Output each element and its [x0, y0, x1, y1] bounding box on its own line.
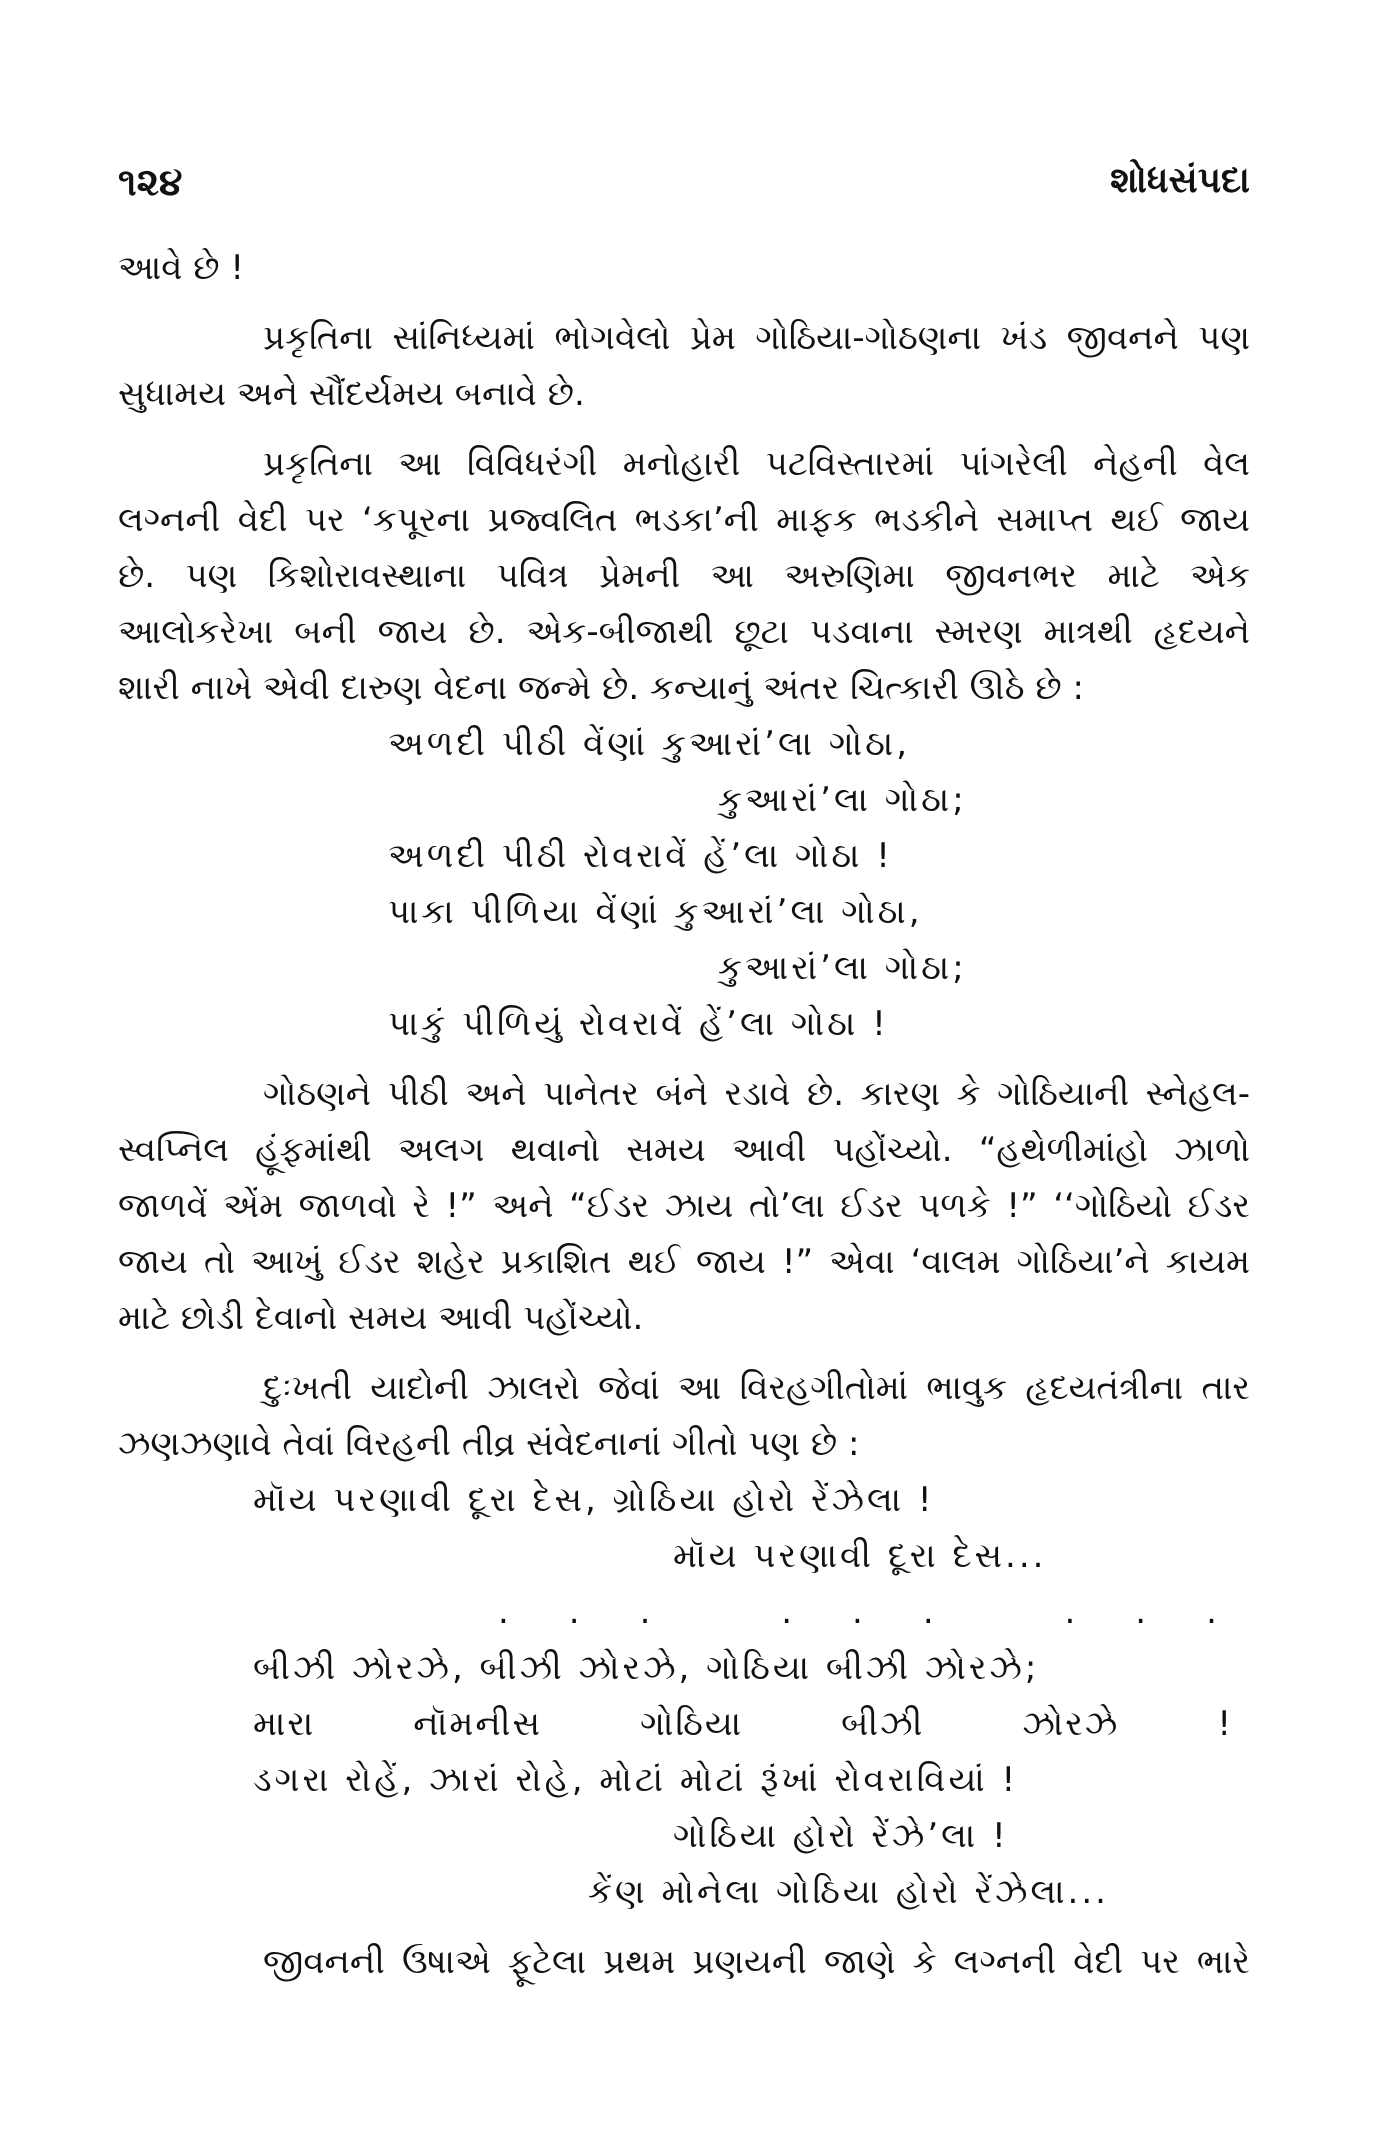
folk-song-1: [118, 716, 1250, 1052]
text-line: પ્રકૃતિના સાંનિધ્યમાં ભોગવેલો પ્રેમ ગોઠિયા-ગોઠણના ખંડ જીવનને પણ: [263, 318, 1250, 358]
text-line: પ્રકૃતિના આ વિવિધરંગી મનોહારી પટવિસ્તારમાં પાંગરેલી નેહની વેલ: [263, 444, 1250, 484]
verse-line: અળદી પીઠી વેંણાં કુઆરાં’લા ગોઠા,: [388, 724, 911, 764]
paragraph-2: [118, 436, 1250, 716]
verse-line: મૉય પરણાવી દૂરા દેસ...: [673, 1536, 1047, 1576]
paragraph-3: [118, 1066, 1250, 1346]
text-line: આલોકરેખા બની જાય છે. એક-બીજાથી છૂટા પડવાના સ્મરણ માત્રથી હૃદયને: [118, 612, 1250, 652]
page-body: [118, 240, 1277, 1990]
text-line: ઝણઝણાવે તેવાં વિરહની તીવ્ર સંવેદનાનાં ગીતો પણ છે :: [118, 1424, 860, 1464]
verse-ellipsis: ... ... ...: [498, 1592, 1277, 1632]
verse-line: ગોઠિયા હોરો રેંઝે’લા !: [673, 1816, 1009, 1856]
verse-line: પાકું પીળિયું રોવરાવેં હેં’લા ગોઠા !: [388, 1004, 889, 1044]
text-line: લગ્નની વેદી પર ‘કપૂરના પ્રજ્વલિત ભડકા’ની માફક ભડકીને સમાપ્ત થઈ જાય: [118, 500, 1250, 540]
running-title: શોધસંપદા: [1110, 160, 1250, 201]
text-line: આવે છે !: [118, 248, 244, 288]
page-number: ૧૨૪: [118, 160, 183, 204]
verse-line: કેંણ મોનેલા ગોઠિયા હોરો રેંઝેલા...: [588, 1872, 1109, 1912]
text-line: દુઃખતી યાદોની ઝાલરો જેવાં આ વિરહગીતોમાં ભાવુક હૃદયતંત્રીના તાર: [263, 1368, 1250, 1408]
text-line: જાય તો આખું ઈડર શહેર પ્રકાશિત થઈ જાય !” એવા ‘વાલમ ગોઠિયા’ને કાયમ: [118, 1242, 1250, 1282]
text-line: સ્વપ્નિલ હૂંફમાંથી અલગ થવાનો સમય આવી પહોંચ્યો. “હથેળીમાંહો ઝાળો: [118, 1130, 1250, 1170]
text-line: શારી નાખે એવી દારુણ વેદના જન્મે છે. કન્યાનું અંતર ચિત્કારી ઊઠે છે :: [118, 668, 1084, 708]
text-line: જાળવેં એંમ જાળવો રે !” અને “ઈડર ઝાય તો’લા ઈડર પળકે !” ‘‘ગોઠિયો ઈડર: [118, 1186, 1250, 1226]
text-line: છે. પણ કિશોરાવસ્થાના પવિત્ર પ્રેમની આ અરુણિમા જીવનભર માટે એક: [118, 556, 1250, 596]
verse-line: કુઆરાં’લા ગોઠા;: [718, 948, 967, 988]
text-line: સુધામય અને સૌંદર્યમય બનાવે છે.: [118, 374, 585, 414]
paragraph-5: [118, 1934, 1250, 1990]
verse-line: મારા નૉમનીસ ગોઠિયા બીઝી ઝોરઝે !: [253, 1704, 1233, 1744]
verse-line: ડગરા રોહેં, ઝારાં રોહે, મોટાં મોટાં રૂંખાં રોવરાવિયાં !: [253, 1760, 1019, 1800]
verse-line: અળદી પીઠી રોવરાવેં હેં’લા ગોઠા !: [388, 836, 893, 876]
text-line: માટે છોડી દેવાનો સમય આવી પહોંચ્યો.: [118, 1298, 644, 1338]
text-line: જીવનની ઉષાએ ફૂટેલા પ્રથમ પ્રણયની જાણે કે લગ્નની વેદી પર ભારે: [263, 1942, 1250, 1982]
paragraph-4: [118, 1360, 1250, 1472]
paragraph-1: [118, 310, 1250, 422]
folk-song-2: [118, 1472, 1277, 1920]
verse-line: પાકા પીળિયા વેંણાં કુઆરાં’લા ગોઠા,: [388, 892, 923, 932]
verse-line: કુઆરાં’લા ગોઠા;: [718, 780, 967, 820]
verse-line: બીઝી ઝોરઝે, બીઝી ઝોરઝે, ગોઠિયા બીઝી ઝોરઝે;: [253, 1648, 1040, 1688]
text-line: ગોઠણને પીઠી અને પાનેતર બંને રડાવે છે. કારણ કે ગોઠિયાની સ્નેહલ-: [263, 1074, 1250, 1114]
verse-line: મૉય પરણાવી દૂરા દેસ, ગ્રોઠિયા હોરો રેંઝેલા !: [253, 1480, 935, 1520]
page-header: [118, 160, 1250, 220]
